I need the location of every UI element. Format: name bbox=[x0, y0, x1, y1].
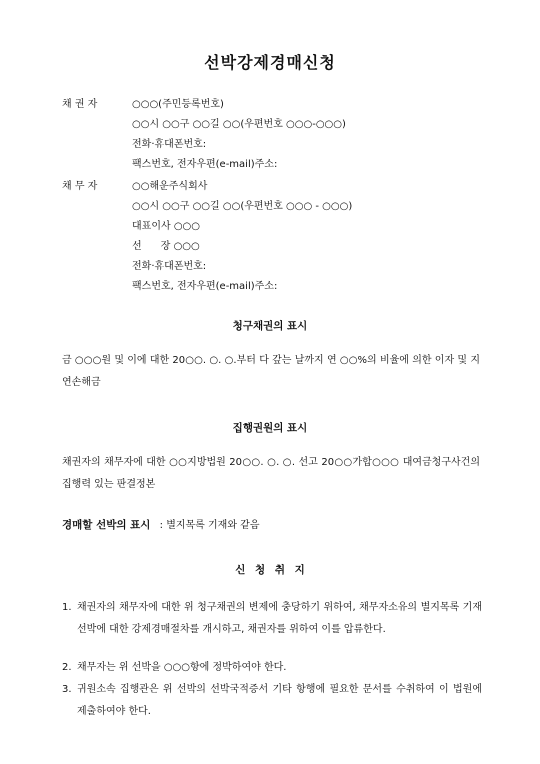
purpose-item-text: 귀원소속 집행관은 위 선박의 선박국적증서 기타 항행에 필요한 문서를 수취하여 이 법원에 제출하여야 한다. bbox=[77, 684, 482, 717]
purpose-item-text: 채권자의 채무자에 대한 위 청구채권의 변제에 충당하기 위하여, 채무자소유의 별지목록 기재 선박에 대한 강제경매절차를 개시하고, 채권자를 위하여 이를 압류한다. bbox=[77, 602, 482, 635]
purpose-item-3 bbox=[62, 679, 482, 723]
creditor-address: ○○시 ○○구 ○○길 ○○(우편번호 ○○○-○○○) bbox=[132, 119, 346, 130]
document-title: 선박강제경매신청 bbox=[204, 53, 336, 72]
purpose-item-number: 1. bbox=[62, 602, 72, 613]
execution-title-heading: 집행권원의 표시 bbox=[232, 422, 308, 434]
debtor-captain: 선 장 ○○○ bbox=[132, 241, 200, 252]
execution-title-text: 채권자의 채무자에 대한 ○○지방법원 20○○. ○. ○. 선고 20○○가합○○○ 대여금청구사건의 집행력 있는 판결정본 bbox=[62, 457, 480, 490]
debtor-name: ○○해운주식회사 bbox=[132, 181, 208, 192]
claim-heading: 청구채권의 표시 bbox=[232, 320, 308, 332]
creditor-label: 채 권 자 bbox=[62, 99, 98, 110]
creditor-phone: 전화·휴대폰번호: bbox=[132, 139, 207, 150]
purpose-item-text: 채무자는 위 선박을 ○○○항에 정박하여야 한다. bbox=[77, 662, 287, 673]
purpose-item-number: 2. bbox=[62, 662, 72, 673]
claim-text: 금 ○○○원 및 이에 대한 20○○. ○. ○.부터 다 갚는 날까지 연 ○○%의 비율에 의한 이자 및 지연손해금 bbox=[62, 355, 480, 388]
creditor-fax-email: 팩스번호, 전자우편(e-mail)주소: bbox=[132, 159, 278, 170]
ship-text: : 별지목록 기재와 같음 bbox=[159, 520, 260, 531]
debtor-address: ○○시 ○○구 ○○길 ○○(우편번호 ○○○ - ○○○) bbox=[132, 201, 353, 212]
purpose-item-2 bbox=[62, 657, 482, 679]
creditor-name: ○○○(주민등록번호) bbox=[132, 99, 224, 110]
purpose-heading: 신 청 취 지 bbox=[235, 564, 305, 576]
debtor-representative: 대표이사 ○○○ bbox=[132, 221, 200, 232]
debtor-label: 채 무 자 bbox=[62, 181, 98, 192]
debtor-phone: 전화·휴대폰번호: bbox=[132, 261, 207, 272]
purpose-item-1 bbox=[62, 597, 482, 663]
ship-heading: 경매할 선박의 표시 bbox=[62, 519, 151, 531]
purpose-item-number: 3. bbox=[62, 684, 72, 695]
debtor-fax-email: 팩스번호, 전자우편(e-mail)주소: bbox=[132, 281, 278, 292]
